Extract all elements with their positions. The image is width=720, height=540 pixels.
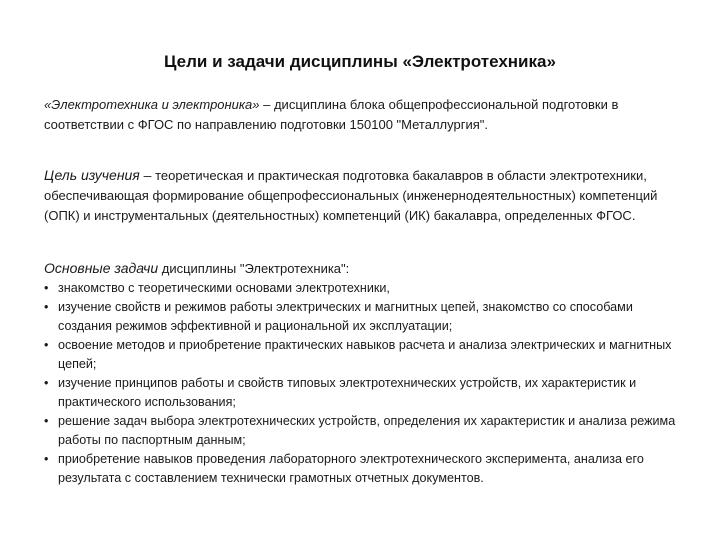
goal-paragraph xyxy=(44,165,684,226)
tasks-heading-text: дисциплины "Электротехника": xyxy=(158,261,350,276)
list-item xyxy=(44,298,684,336)
intro-term: «Электротехника и электроника» – xyxy=(44,97,271,112)
list-item-text: изучение свойств и режимов работы электрических и магнитных цепей, знакомство со способами создания режимов эффективной и рациональной их эксплуатации; xyxy=(58,300,633,333)
intro-paragraph xyxy=(44,95,684,135)
list-item xyxy=(44,336,684,374)
tasks-heading xyxy=(44,258,684,279)
bullet-icon: • xyxy=(44,452,49,466)
goal-text: теоретическая и практическая подготовка бакалавров в области электротехники, обеспечивающая формирование общепрофессиональных (инженернодеятельностных) компетенций (ОПК) и инструментальных (деятельностных) компетенций (ИК) бакалавра, определенных ФГОС. xyxy=(44,168,658,223)
list-item xyxy=(44,279,684,298)
tasks-list xyxy=(44,279,684,488)
list-item-text: изучение принципов работы и свойств типовых электротехнических устройств, их характеристик и практического использования; xyxy=(58,376,637,409)
tasks-term: Основные задачи xyxy=(44,260,159,276)
list-item-text: освоение методов и приобретение практических навыков расчета и анализа электрических и магнитных цепей; xyxy=(58,338,672,371)
intro-text: дисциплина блока общепрофессиональной подготовки в соответствии с ФГОС по направлению подготовки 150100 "Металлургия". xyxy=(44,97,619,132)
bullet-icon: • xyxy=(44,376,49,390)
list-item xyxy=(44,374,684,412)
bullet-icon: • xyxy=(44,414,49,428)
bullet-icon: • xyxy=(44,338,49,352)
list-item-text: приобретение навыков проведения лабораторного электротехнического эксперимента, анализа его результата с составлением технически грамотных отчетных документов. xyxy=(58,452,644,485)
list-item xyxy=(44,412,684,450)
list-item xyxy=(44,450,684,488)
list-item-text: знакомство с теоретическими основами электротехники, xyxy=(58,281,390,295)
tasks-section xyxy=(44,258,684,488)
goal-term: Цель изучения – xyxy=(44,167,152,183)
bullet-icon: • xyxy=(44,300,49,314)
bullet-icon: • xyxy=(44,281,49,295)
list-item-text: решение задач выбора электротехнических устройств, определения их характеристик и анализа режима работы по паспортным данным; xyxy=(58,414,676,447)
slide-title: Цели и задачи дисциплины «Электротехника» xyxy=(164,52,556,71)
